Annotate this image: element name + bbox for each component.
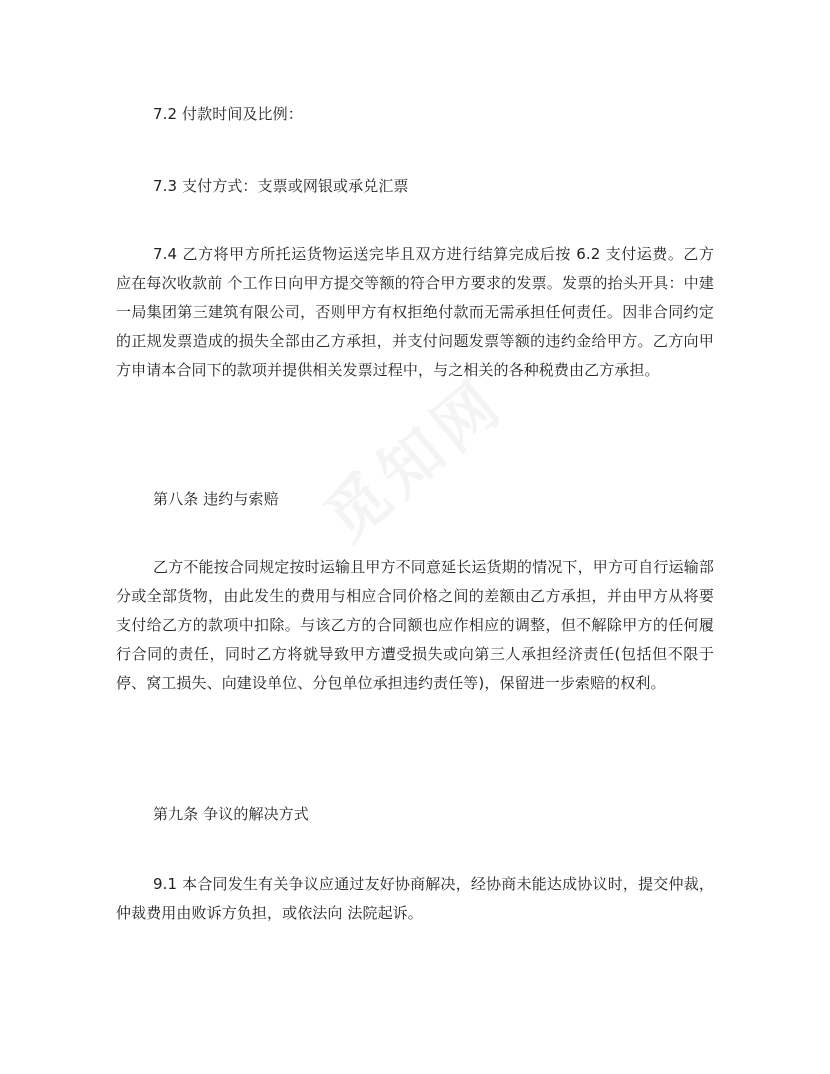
clause-9-1: 9.1 本合同发生有关争议应通过友好协商解决，经协商未能达成协议时，提交仲裁，仲裁费用由败诉方负担，或依法向 法院起诉。 — [116, 875, 714, 922]
clause-7-4: 7.4 乙方将甲方所托运货物运送完毕且双方进行结算完成后按 6.2 支付运费。乙方应在每次收款前 个工作日向甲方提交等额的符合甲方要求的发票。发票的抬头开具：中建一局集团第三建筑有限公司，否则甲方有权拒绝付款而无需承担任何责任。因非合同约定的正规发票造成的损失全部由乙方承担，并支付问题发票等额的违约金给甲方。乙方向甲方申请本合同下的款项并提供相关发票过程中，与之相关的各种税费由乙方承担。 — [116, 245, 714, 379]
clause-7-2: 7.2 付款时间及比例： — [153, 105, 303, 123]
article-8-body: 乙方不能按合同规定按时运输且甲方不同意延长运货期的情况下，甲方可自行运输部分或全部货物，由此发生的费用与相应合同价格之间的差额由乙方承担，并由甲方从将要支付给乙方的款项中扣除。与该乙方的合同额也应作相应的调整，但不解除甲方的任何履行合同的责任，同时乙方将就导致甲方遭受损失或向第三人承担经济责任(包括但不限于停、窝工损失、向建设单位、分包单位承担违约责任等)，保留进一步索赔的权利。 — [116, 558, 714, 692]
article-8-heading: 第八条 违约与索赔 — [153, 490, 279, 508]
article-9-heading: 第九条 争议的解决方式 — [153, 805, 309, 823]
clause-7-3: 7.3 支付方式：支票或网银或承兑汇票 — [153, 177, 409, 195]
